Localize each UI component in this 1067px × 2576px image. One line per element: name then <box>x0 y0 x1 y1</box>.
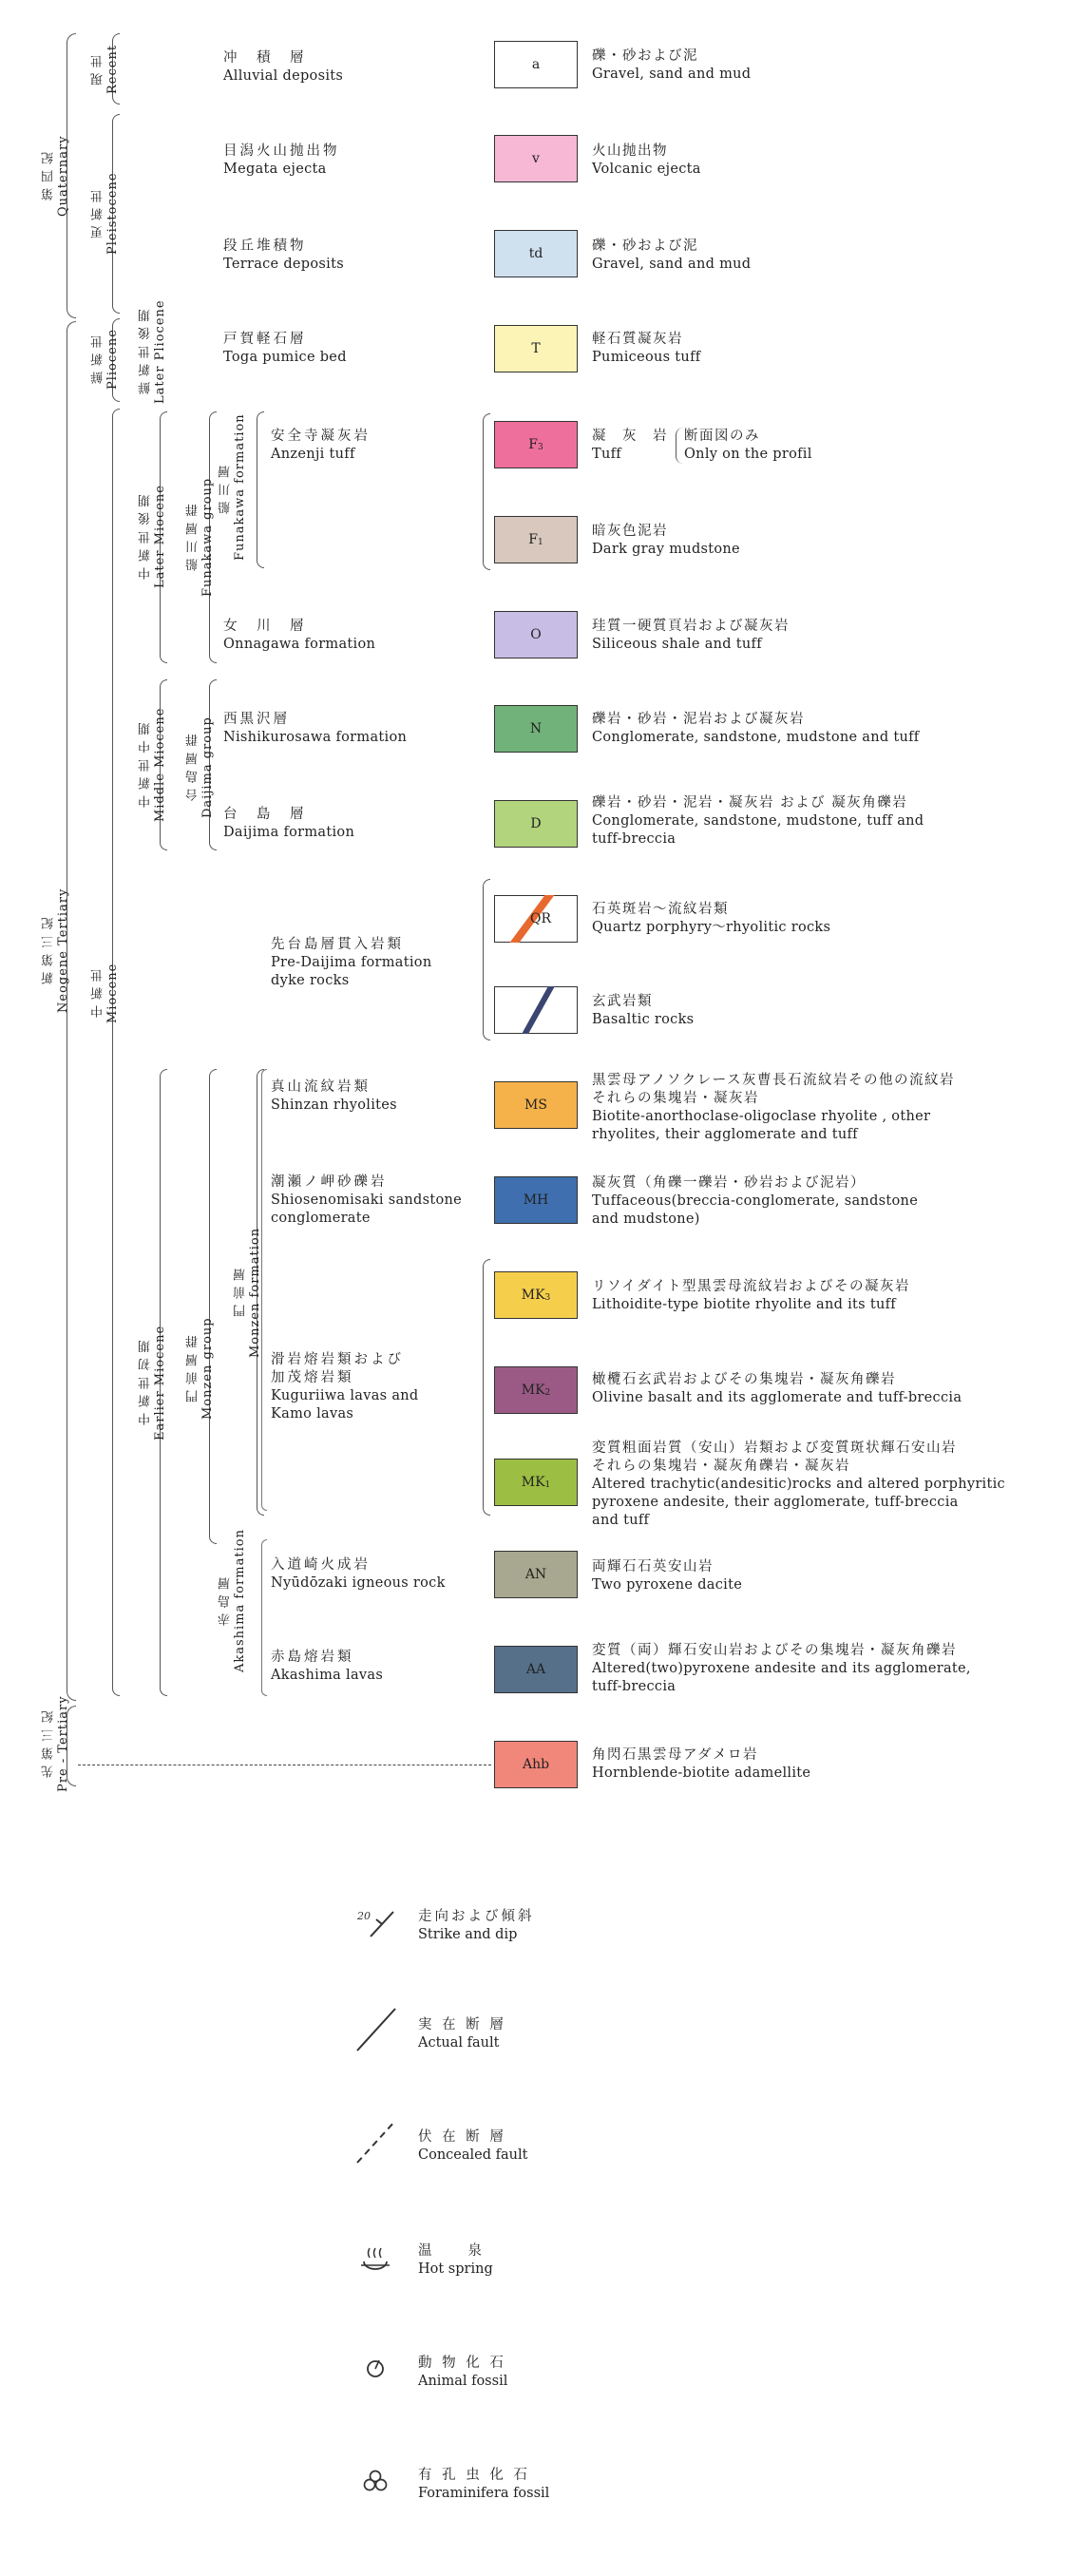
unit-box-mh: MH <box>494 1176 578 1224</box>
unit-box-f1: F $_1$ <box>494 516 578 563</box>
formation-alluvial: 冲 積 層 Alluvial deposits <box>223 50 344 84</box>
middle-miocene-label: 中 新 世 中 期 Middle Miocene <box>139 707 167 822</box>
basalt-stripe <box>521 986 556 1034</box>
desc-f1: 暗灰色泥岩 Dark gray mudstone <box>592 524 740 557</box>
unit-box-o: O <box>494 611 578 658</box>
daijima-group-label: 台 島 層 群 Daijima group <box>186 716 215 818</box>
unit-box-mk1: MK $_1$ <box>494 1459 578 1506</box>
f-units-brace <box>483 413 490 570</box>
monzen-formation-label: 門 前 層 Monzen formation <box>234 1227 262 1358</box>
hot-spring-label: 温 泉 Hot spring <box>418 2243 493 2277</box>
formation-daijima: 台 島 層 Daijima formation <box>223 807 355 840</box>
recent-label: 現 世 Recent <box>91 44 120 95</box>
unit-box-v: v <box>494 135 578 182</box>
formation-shinzan: 真山流紋岩類 Shinzan rhyolites <box>271 1079 397 1113</box>
monzen-group-label: 門 前 層 群 Monzen group <box>186 1317 215 1420</box>
unit-box-mk2: MK $_2$ <box>494 1366 578 1414</box>
unit-box-aa: AA <box>494 1646 578 1693</box>
unit-box-a: a <box>494 41 578 88</box>
strike-dip-label: 走向および傾斜 Strike and dip <box>418 1909 535 1942</box>
concealed-fault-label: 伏 在 断 層 Concealed fault <box>418 2129 528 2163</box>
pleistocene-label: 更 新 世 Pleistocene <box>91 172 120 256</box>
formation-megata: 目潟火山抛出物 Megata ejecta <box>223 143 340 177</box>
akashima-bracket <box>261 1539 267 1696</box>
akashima-formation-label: 赤 島 層 Akashima formation <box>219 1529 247 1673</box>
desc-ahb: 角閃石黒雲母アダメロ岩 Hornblende-biotite adamellite <box>592 1747 811 1781</box>
later-pliocene-label: 鮮 新 世 後 期 Later Pliocene <box>139 299 167 404</box>
desc-mh: 凝灰質（角礫一礫岩・砂岩および泥岩） Tuffaceous(breccia-conglomerate, sandstone and mudstone) <box>592 1175 919 1227</box>
earlier-miocene-label: 中 新 世 初 期 Earlier Miocene <box>139 1325 167 1441</box>
profile-only-note: 断面図のみ Only on the profil <box>676 428 812 464</box>
miocene-bracket <box>112 409 120 1696</box>
basaltic-dyke-pattern <box>494 986 578 1034</box>
formation-kuguriiwa-kamo: 滑岩熔岩類および 加茂熔岩類 Kuguriiwa lavas and Kamo lavas <box>271 1352 419 1422</box>
miocene-label: 中 新 世 Miocene <box>91 963 120 1023</box>
unit-box-mk3: MK $_3$ <box>494 1271 578 1319</box>
formation-nyudozaki: 入道崎火成岩 Nyūdōzaki igneous rock <box>271 1557 446 1591</box>
formation-onnagawa: 女 川 層 Onnagawa formation <box>223 619 376 652</box>
formation-akashima: 赤島熔岩類 Akashima lavas <box>271 1650 384 1683</box>
desc-v: 火山抛出物 Volcanic ejecta <box>592 143 701 177</box>
desc-an: 両輝石石英安山岩 Two pyroxene dacite <box>592 1559 743 1593</box>
desc-n: 礫岩・砂岩・泥岩および凝灰岩 Conglomerate, sandstone, mudstone and tuff <box>592 712 920 745</box>
strike-dip-icon <box>352 1900 399 1948</box>
formation-pre-daijima-dykes: 先台島層貫入岩類 Pre-Daijima formation dyke rocks <box>271 937 432 988</box>
quaternary-label: 第 四 紀 Quaternary <box>42 135 70 217</box>
unit-box-qr: QR <box>494 895 578 943</box>
desc-qr: 石英斑岩～流紋岩類 Quartz porphyry～rhyolitic rocks <box>592 902 831 935</box>
desc-ms: 黒雲母アノソクレース灰曹長石流紋岩その他の流紋岩 それらの集塊岩・凝灰岩 Biotite-anorthoclase-oligoclase rhyolite , other rhyolites, their agglomerate and tuff <box>592 1073 955 1142</box>
desc-t: 軽石質凝灰岩 Pumiceous tuff <box>592 332 701 365</box>
later-miocene-label: 中 新 世 後 期 Later Miocene <box>139 485 167 589</box>
unit-box-td: td <box>494 230 578 277</box>
unit-box-ahb: Ahb <box>494 1741 578 1788</box>
formation-shiosenomisaki: 潮瀬ノ岬砂礫岩 Shiosenomisaki sandstone conglomerate <box>271 1174 463 1226</box>
hot-spring-icon <box>352 2233 399 2280</box>
unit-box-f3: F $_3$ <box>494 421 578 468</box>
unit-box-n: N <box>494 705 578 753</box>
unit-box-an: AN <box>494 1551 578 1598</box>
unit-box-ms: MS <box>494 1081 578 1129</box>
desc-basalt: 玄武岩類 Basaltic rocks <box>592 994 695 1027</box>
formation-nishikurosawa: 西黒沢層 Nishikurosawa formation <box>223 712 408 745</box>
animal-fossil-label: 動 物 化 石 Animal fossil <box>418 2356 508 2389</box>
desc-aa: 変質（両）輝石安山岩およびその集塊岩・凝灰角礫岩 Altered(two)pyroxene andesite and its agglomerate, tuff-breccia <box>592 1643 971 1694</box>
formation-toga: 戸賀軽石層 Toga pumice bed <box>223 332 347 365</box>
foraminifera-fossil-label: 有 孔 虫 化 石 Foraminifera fossil <box>418 2468 550 2501</box>
mk-units-brace <box>483 1259 490 1516</box>
concealed-fault-icon <box>352 2117 399 2165</box>
desc-d: 礫岩・砂岩・泥岩・凝灰岩 および 凝灰角礫岩 Conglomerate, sandstone, mudstone, tuff and tuff-breccia <box>592 795 924 847</box>
desc-td: 礫・砂および泥 Gravel, sand and mud <box>592 239 752 272</box>
formation-terrace: 段丘堆積物 Terrace deposits <box>223 239 344 272</box>
unit-box-basalt-dyke <box>494 986 578 1034</box>
foraminifera-fossil-icon <box>352 2456 399 2504</box>
neogene-label: 新 第 三 紀 Neogene Tertiary <box>42 887 70 1013</box>
actual-fault-icon <box>352 2005 399 2052</box>
pliocene-label: 鮮 新 世 Pliocene <box>91 329 120 390</box>
funakawa-formation-bracket <box>257 411 264 568</box>
shinzan-bracket <box>261 1069 267 1511</box>
desc-f3: 凝 灰 岩 Tuff 断面図のみ Only on the profil <box>592 429 812 462</box>
pretertiary-label: 先 第 三 紀 Pre - Tertiary <box>42 1695 70 1792</box>
actual-fault-label: 実 在 断 層 Actual fault <box>418 2017 506 2051</box>
desc-o: 珪質一硬質頁岩および凝灰岩 Siliceous shale and tuff <box>592 619 790 652</box>
funakawa-group-label: 船 川 層 群 Funakawa group <box>186 477 215 597</box>
desc-mk1: 変質粗面岩質（安山）岩類および変質斑状輝石安山岩 それらの集塊岩・凝灰角礫岩・凝灰岩 Altered trachytic(andesitic)rocks and altered porphyritic pyroxene andesite, their agglomerate, tuff-breccia and tuff <box>592 1441 1005 1528</box>
formation-anzenji: 安全寺凝灰岩 Anzenji tuff <box>271 429 371 462</box>
desc-a: 礫・砂および泥 Gravel, sand and mud <box>592 48 752 82</box>
unit-box-d: D <box>494 800 578 848</box>
desc-mk3: リソイダイト型黒雲母流紋岩およびその凝灰岩 Lithoidite-type biotite rhyolite and its tuff <box>592 1279 910 1312</box>
desc-mk2: 橄欖石玄武岩およびその集塊岩・凝灰角礫岩 Olivine basalt and its agglomerate and tuff-breccia <box>592 1372 962 1405</box>
funakawa-formation-label: 船 川 層 Funakawa formation <box>219 413 247 561</box>
animal-fossil-icon <box>352 2342 399 2390</box>
svg-text:20: 20 <box>357 1910 371 1922</box>
unit-box-t: T <box>494 325 578 372</box>
dyke-units-brace <box>483 879 490 1040</box>
